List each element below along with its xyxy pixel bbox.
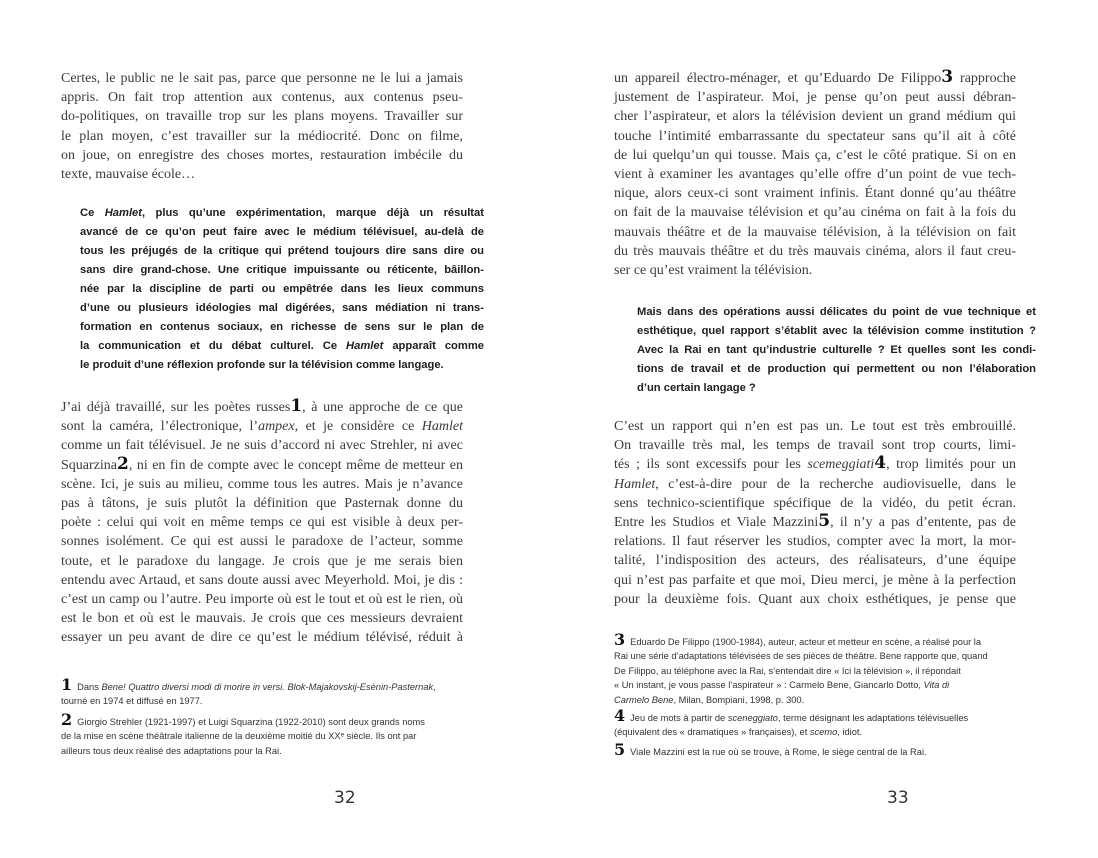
italic-text: Hamlet [421,419,464,435]
text-line [614,725,1054,739]
text-segment: d’un certain langage ? [637,382,756,394]
footnote-marker: 5 [614,740,626,759]
text-line [80,356,484,375]
text-line [80,337,484,356]
text-segment: , plus qu’une expérimentation, marque déjà un résultat [142,207,484,219]
text-segment: , Milan, Bompiani, 1998, p. 300. [673,694,805,705]
text-line [614,223,1016,242]
page-number: 32 [334,788,356,808]
text-segment: ailleurs tous deux réalisé des adaptations pour la Rai. [61,745,282,756]
text-line [61,475,463,494]
text-segment: Eduardo De Filippo (1900-1984), auteur, acteur et metteur en scène, a réalisé pour la [630,637,982,647]
text-line [61,628,463,647]
text-line [614,678,1054,692]
text-line [614,706,1054,725]
text-segment: tés ; ils sont excessifs pour les [614,457,808,473]
text-line [614,436,1016,455]
text-segment: tourné en 1974 et diffusé en 1977. [61,696,203,707]
text-line [614,510,1016,532]
footnote-marker: 2 [116,453,129,474]
text-segment: Giorgio Strehler (1921-1997) et Luigi Squarzina (1922-2010) sont deux grands noms [77,717,425,727]
text-line [614,69,1016,88]
text-line [80,261,484,280]
text-segment: mauvais théâtre et de la mauvaise télévision, à la télévision on fait [614,224,1016,240]
text-segment: de lui quelqu’un qui tousse. Mais ça, c’est le côté pratique. Si on en [614,147,1016,163]
text-segment: talité, l’indisposition des acteurs, des réalisateurs, d’une équipe [614,553,1016,569]
footnote-marker: 5 [818,510,831,531]
text-line [61,552,463,571]
text-line [61,571,463,590]
text-line [614,532,1016,551]
text-line [614,551,1016,570]
text-segment: relations. Il faut réserver les studios, compter avec la mort, la mor- [614,534,1016,550]
text-line [614,184,1016,203]
text-line [637,303,1036,322]
text-segment: Rai une série d’adaptations télévisées de ses pièces de théâtre. Bene rapporte que, quand [614,651,988,662]
text-segment: esthétique, quel rapport s’établit avec la télévision comme institution ? [637,325,1036,337]
footnote-marker: 4 [614,706,626,725]
text-segment: , il n’y a pas d’entente, pas de [830,514,1016,530]
text-segment: Squarzina [61,457,117,473]
text-segment: appris. On fait trop attention aux contenus, aux contenus pseu- [61,90,463,106]
text-segment: avancé de ce qu’on peut faire avec le médium télévisuel, au-delà de [80,226,484,238]
text-segment: On travaille très mal, les temps de travail sont trop courts, limi- [614,438,1016,454]
text-line [614,630,1054,649]
text-line [614,455,1016,474]
text-segment: , terme désignant les adaptations télévisuelles [777,713,969,723]
text-segment: texte, mauvaise école… [61,166,196,182]
text-segment: Mais dans des opérations aussi délicates du point de vue technique et [637,306,1036,318]
text-segment: vient à examiner les avantages qu’elle offre d’un point de vue tech- [614,166,1016,182]
text-line [614,203,1016,222]
paragraph [61,398,463,647]
text-line [614,261,1016,280]
text-segment: , c’est-à-dire pour de la recherche audiovisuelle, dans le [655,476,1016,492]
footnote-marker: 4 [874,453,887,474]
text-segment: , idiot. [837,727,863,738]
text-line [637,341,1036,360]
text-segment: , [433,682,436,692]
text-line [61,146,463,165]
text-segment: un appareil électro-ménager, et qu’Eduardo De Filippo [614,71,942,86]
text-segment: comme un fait télévisuel. Je ne suis d’accord ni avec Strehler, ni avec [61,438,463,454]
text-segment: sans dire grand-chose. Une critique impuissante ou réticente, bâillon- [80,264,484,276]
text-line [614,649,1054,663]
italic-text: scemo [809,727,838,738]
page-number: 33 [887,788,909,808]
text-segment: sonnes isolément. Ce qui est aussi le paradoxe de l’acteur, somme [61,534,463,550]
text-segment: Dans [77,682,102,692]
text-line [614,107,1016,126]
text-line [80,204,484,223]
text-line [80,299,484,318]
text-line [614,417,1016,436]
text-segment: , trop limités pour un [886,457,1017,473]
text-segment: de la mise en scène théâtrale italienne de la deuxième moitié du XXᵉ siècle. Ils ont par [61,731,417,742]
right-page [549,0,1098,858]
text-segment: on fait de la mauvaise télévision et qu’au cinéma on fait à la fois du [614,205,1016,221]
text-segment: la communication et du débat culturel. Ce [80,340,347,352]
text-line [637,379,1036,398]
footnote [61,675,501,709]
text-segment: (équivalent des « dramatiques » françaises), et [614,727,810,738]
text-line [614,146,1016,165]
text-segment: Jeu de mots à partir de [630,713,728,723]
text-segment: toute, et le paradoxe du langage. Je crois que je me serais bien [61,553,463,569]
text-segment: le plan moyen, c’est travailler sur la médiocrité. Donc on filme, [61,128,463,144]
text-segment: tous les préjugés de la critique qui prétend toujours dire sans dire ou [80,245,484,257]
text-segment: du très mauvais théâtre et du très mauvais cinéma, alors il faut creu- [614,243,1016,259]
footnote [61,710,501,758]
text-segment: , à une approche de ce que [302,400,464,415]
text-segment: C’est un rapport qui n’en est pas un. Le tout est très embrouillé. [614,419,1016,434]
text-segment: Ce [80,207,105,219]
footnote-marker: 1 [290,396,303,416]
text-segment: ser ce qu’est vraiment la télévision. [614,262,813,278]
italic-text: Bene! Quattro diversi modi di morire in versi. Blok-Majakovskij-Esènin-Pasternak [101,682,434,692]
text-segment: justement de l’aspirateur. Moi, je pense qu’on peut aussi débran- [614,90,1016,106]
italic-text: ampex [258,419,295,435]
text-line [61,710,501,729]
text-line [80,242,484,261]
text-line [61,744,501,758]
text-line [80,318,484,337]
text-segment: d’une ou plusieurs idéologies mal digérées, sans médiation ni trans- [80,302,484,314]
text-line [637,360,1036,379]
italic-text: sceneggiato [727,713,778,723]
text-line [614,494,1016,513]
text-segment: est le bon et où est le mauvais. Je crois que ces messieurs devraient [61,611,463,627]
footnote [614,740,1054,759]
text-line [614,127,1016,146]
text-segment: Certes, le public ne le sait pas, parce que personne ne le lui a jamais [61,71,463,86]
footnote-marker: 2 [61,710,73,729]
text-segment: De Filippo, au téléphone avec la Rai, s’entendait dire « Ici la télévision », il répondait [614,665,961,676]
text-segment: rapproche [953,71,1016,86]
text-line [614,571,1016,590]
text-segment: cher l’aspirateur, et alors la télévision devient un grand médium qui [614,109,1016,125]
text-line [61,69,463,88]
text-line [61,494,463,513]
text-line [61,107,463,126]
footnote-marker: 1 [61,675,73,694]
italic-text: Hamlet [614,476,656,492]
text-line [614,475,1016,494]
interview-question [80,204,484,375]
text-segment: touche l’intimité embarrassante du spectateur sans qu’il ait à côté [614,128,1016,144]
text-line [614,242,1016,261]
text-segment: apparaît comme [383,340,484,352]
text-line [61,513,463,532]
footnote-marker: 3 [614,630,626,649]
text-segment: sens technico-scientifique spécifique de la vidéo, du petit écran. [614,495,1016,511]
text-line [614,664,1054,678]
text-line [614,693,1054,707]
text-line [61,675,501,694]
italic-text: Vita di [923,680,950,691]
text-segment: le produit d’une réflexion profonde sur la télévision comme langage. [80,359,444,371]
text-segment: « Un instant, je vous passe l’aspirateur » : Carmelo Bene, Giancarlo Dotto, [614,680,924,691]
paragraph [614,417,1016,609]
text-segment: , et je considère ce [294,419,422,435]
footnote-marker: 3 [941,67,954,87]
text-segment: Entre les Studios et Viale Mazzini [614,514,819,530]
text-segment: J’ai déjà travaillé, sur les poètes russes [61,400,291,415]
paragraph [614,69,1016,280]
footnote [614,706,1054,740]
text-line [61,532,463,551]
text-segment: do-politiques, on travaille trop sur les plans moyens. Travailler sur [61,109,463,125]
text-segment: qui n’est pas parfaite et que moi, Dieu merci, je mène à la perfection [614,572,1016,588]
italic-text: Hamlet [346,340,384,352]
text-segment: nique, alors ceux-ci sont vraiment infinis. Étant donné qu’au théâtre [614,186,1016,202]
text-segment: Avec la Rai en tant qu’industrie culturelle ? Et quelles sont les condi- [637,344,1036,356]
text-line [61,729,501,743]
text-line [61,88,463,107]
text-line [61,165,463,184]
text-segment: essayer un peu avant de dire ce qu’est le médium télévisé, réduit à [61,630,463,646]
text-segment: poète : celui qui voit en même temps ce qui est visible à deux per- [61,515,463,531]
text-segment: c’est un camp ou l’autre. Peu importe où est le tout et où est le rien, où [61,591,463,607]
text-segment: née par la discipline de parti ou empêtrée dans les lieux communs [80,283,484,295]
text-segment: scène. Ici, je suis au milieu, comme tous les autres. Mais je n’avance [61,476,463,492]
text-segment: pas à tâtons, je suis plutôt la définition que Pasternak donne du [61,495,463,511]
paragraph [61,69,463,184]
italic-text: Carmelo Bene [614,694,674,705]
italic-text: scemeggiati [807,457,875,473]
text-line [61,398,463,417]
italic-text: Hamlet [104,207,143,219]
text-line [61,453,463,475]
text-segment: tions de travail et de production qui permettent ou non l’élaboration [637,363,1036,375]
text-segment: Viale Mazzini est la rue où se trouve, à Rome, le siège central de la Rai. [630,747,927,757]
text-line [61,609,463,628]
interview-question [637,303,1036,398]
text-line [80,280,484,299]
text-line [614,88,1016,107]
text-segment: sont la caméra, l’électronique, l’ [61,419,259,435]
text-line [61,417,463,436]
text-line [61,694,501,708]
text-segment: formation en contenus sociaux, en richesse de sens sur le plan de [80,321,484,333]
text-line [61,127,463,146]
footnote [614,630,1054,707]
text-line [614,165,1016,184]
text-segment: , ni en fin de compte avec le concept même de metteur en [128,457,463,473]
text-line [80,223,484,242]
text-line [614,590,1016,609]
text-line [637,322,1036,341]
text-line [614,740,1054,759]
text-segment: entendu avec Artaud, et sans doute aussi avec Meyerhold. Moi, je dis : [61,572,463,588]
text-segment: pour la deuxième fois. Quant aux choix esthétiques, je pense que [614,591,1016,607]
text-segment: on joue, on enregistre des choses mortes, restauration imbécile du [61,147,463,163]
text-line [61,590,463,609]
